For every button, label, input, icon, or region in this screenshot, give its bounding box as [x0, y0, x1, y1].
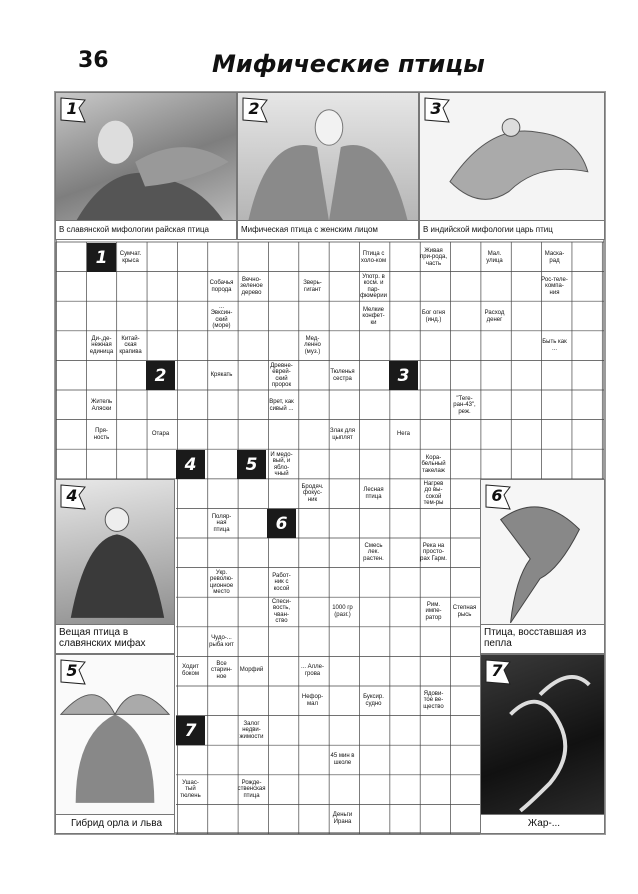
panel-number-badge — [484, 658, 512, 686]
clue-cell: Ядови-тое ве-щество — [423, 691, 444, 710]
clue-cell: Укр. револю-ционное место — [209, 569, 234, 595]
panel-number-badge — [241, 96, 269, 124]
panel-caption: В индийской мифологии царь птиц — [420, 220, 604, 239]
panel-number-badge — [59, 96, 87, 124]
clue-cell: Залог недви-жимости — [239, 721, 264, 740]
page-title: Мифические птицы — [212, 50, 485, 78]
picture-panel-3 — [419, 92, 605, 240]
clue-cell: Лесная птица — [363, 487, 384, 500]
page-number: 36 — [78, 48, 109, 73]
clue-cell: Нега — [396, 431, 411, 438]
panel-number-badge — [423, 96, 451, 124]
clue-cell: Работ-ник с косой — [272, 573, 291, 592]
panel-caption: Жар-... — [481, 814, 604, 833]
clue-cell: Бродяч. фокус-ник — [301, 484, 324, 503]
grid-number-5: 5 — [237, 450, 266, 479]
clue-cell: Сумчат. крыса — [119, 251, 142, 264]
panel-number: 6 — [491, 486, 503, 505]
clue-cell: Пря-ность — [93, 428, 110, 441]
clue-cell: Китай-ская крапива — [119, 336, 142, 355]
grid-number-6: 6 — [267, 509, 296, 538]
clue-cell: Вечно-зеленое дерево — [240, 277, 263, 296]
clue-cell: Нагрев до вы-сокой тем-ры — [423, 480, 444, 506]
clue-cell: И медо-вый, и ябло-чный — [270, 451, 293, 477]
clue-cell: Живая при-рода, часть — [420, 248, 447, 267]
clue-cell: Птица с холо-ком — [360, 251, 387, 264]
clue-cell: 1000 гр (разг.) — [332, 605, 353, 618]
clue-cell: Мал. улица — [486, 251, 503, 264]
panel-caption: Гибрид орла и льва — [56, 814, 174, 833]
picture-panel-2 — [237, 92, 419, 240]
picture-panel-6 — [480, 479, 605, 654]
panel-caption: Вещая птица в славянских мифах — [56, 624, 174, 653]
panel-number: 1 — [66, 99, 78, 118]
clue-cell: Деньги Ирана — [332, 812, 353, 825]
clue-cell: 45 мин в школе — [330, 753, 355, 766]
grid-number-1: 1 — [87, 243, 116, 272]
clue-cell: Рим. импе-ратор — [425, 602, 442, 621]
clue-cell: Нефор-мал — [301, 694, 324, 707]
panel-number-badge — [59, 483, 87, 511]
clue-cell: Буксир. судно — [363, 694, 384, 707]
clue-cell: Чудо-... рыба кит — [209, 635, 234, 648]
clue-cell: Крякать — [210, 372, 233, 379]
clue-cell: Маска-рад — [544, 251, 565, 264]
grid-number-3: 3 — [389, 361, 418, 390]
clue-cell: Быть как ... — [542, 339, 567, 352]
panel-number-badge — [484, 483, 512, 511]
clue-cell: Расход денег — [484, 310, 505, 323]
clue-cell: Бог огня (инд.) — [421, 310, 446, 323]
clue-cell: Отара — [151, 431, 170, 438]
clue-cell: Врет, как сивый ... — [269, 399, 294, 412]
panel-number: 3 — [430, 99, 442, 118]
clue-cell: Собачья порода — [209, 280, 234, 293]
clue-cell: Река на просто-рах Гарм. — [420, 543, 447, 562]
clue-cell: Рожде-ственская птица — [237, 780, 266, 799]
clue-cell: Употр. в косм. и пар-фюмерии — [360, 273, 387, 299]
picture-panel-1 — [55, 92, 237, 240]
clue-cell: Мелкие конфет-ки — [362, 307, 385, 326]
clue-cell: Ходит боком — [182, 664, 199, 677]
grid-number-4: 4 — [176, 450, 205, 479]
clue-cell: Древне-еврей-ский пророк — [270, 362, 293, 388]
panel-caption: Мифическая птица с женским лицом — [238, 220, 418, 239]
panel-caption: Птица, восставшая из пепла — [481, 624, 604, 653]
panel-number: 2 — [248, 99, 260, 118]
clue-cell: Ушас-тый тюлень — [180, 780, 201, 799]
clue-cell: Морфий — [239, 667, 264, 674]
panel-number: 4 — [66, 486, 78, 505]
picture-panel-4 — [55, 479, 175, 654]
clue-cell: Злак для цыплят — [329, 428, 355, 441]
panel-number: 5 — [66, 661, 78, 680]
grid-number-7: 7 — [176, 716, 205, 745]
picture-panel-5 — [55, 654, 175, 834]
picture-panel-7 — [480, 654, 605, 834]
clue-cell: Тюленья сестра — [330, 369, 355, 382]
panel-caption: В славянской мифологии райская птица — [56, 220, 236, 239]
clue-cell: Поляр-ная птица — [211, 514, 232, 533]
clue-cell: Житель Аляски — [90, 399, 113, 412]
clue-cell: ... Алле-грова — [300, 664, 324, 677]
clue-cell: Ди-,де-нежная единица — [89, 336, 114, 355]
clue-cell: "Теге-ран-43", реж. — [453, 396, 476, 415]
grid-number-2: 2 — [146, 361, 175, 390]
clue-cell: ... Эвксин-ский (море) — [210, 303, 233, 329]
clue-cell: Все старин-ное — [210, 661, 233, 680]
clue-cell: Мед-ленно (муз.) — [304, 336, 321, 355]
panel-number-badge — [59, 658, 87, 686]
clue-cell: Спеси-вость, чван-ство — [271, 598, 292, 624]
panel-number: 7 — [491, 661, 503, 680]
clue-cell: Рос-теле-компа-ния — [541, 277, 568, 296]
clue-cell: Степная рысь — [452, 605, 477, 618]
clue-cell: Смесь лек. растен. — [363, 543, 384, 562]
clue-cell: Кора-бельный такелаж — [421, 455, 446, 474]
clue-cell: Зверь-гигант — [303, 280, 322, 293]
